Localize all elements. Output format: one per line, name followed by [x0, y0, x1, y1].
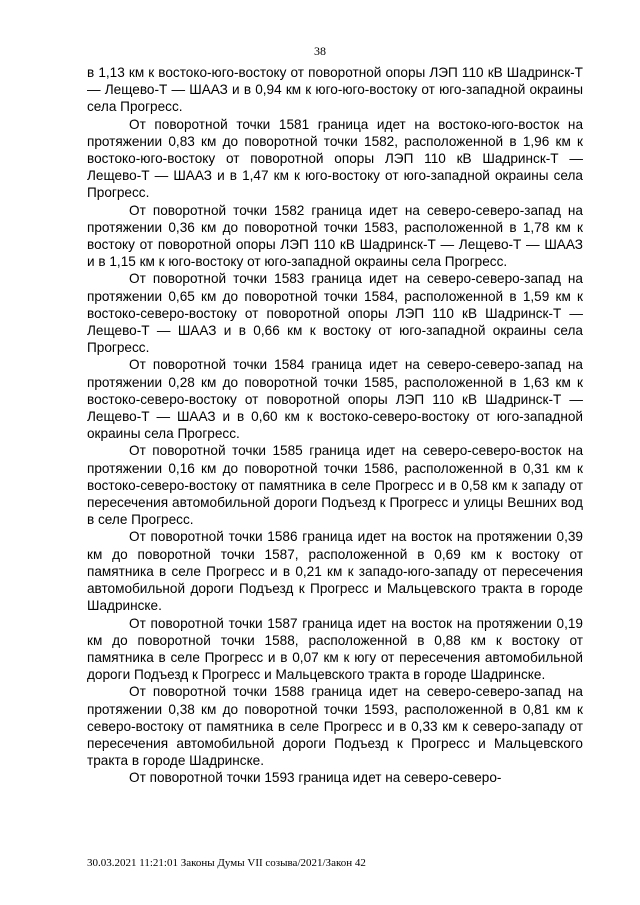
- paragraph-point-1588: От поворотной точки 1588 граница идет на северо-северо-запад на протяжении 0,38 км до поворотной точки 1593, расположенной в 0,81 км к северо-востоку от памятника в селе Прогресс и в 0,33 км к северо-западу от пересечения автомобильной дороги Подъезд к Прогресс и Мальцевского тракта в городе Шадринске.: [87, 684, 583, 769]
- paragraph-continuation: в 1,13 км к востоко-юго-востоку от поворотной опоры ЛЭП 110 кВ Шадринск-Т — Лещево-Т — ШААЗ и в 0,94 км к юго-юго-востоку от юго-западной окраины села Прогресс.: [87, 65, 583, 115]
- paragraph-point-1587: От поворотной точки 1587 граница идет на восток на протяжении 0,19 км до поворотной точки 1588, расположенной в 0,88 км к востоку от памятника в селе Прогресс и в 0,07 км к югу от пересечения автомобильной дороги Подъезд к Прогресс и Мальцевского тракта в городе Шадринске.: [87, 615, 583, 683]
- paragraph-point-1581: От поворотной точки 1581 граница идет на востоко-юго-восток на протяжении 0,83 км до поворотной точки 1582, расположенной в 1,96 км к востоко-юго-востоку от поворотной опоры ЛЭП 110 кВ Шадринск-Т — Лещево-Т — ШААЗ и в 1,47 км к юго-востоку от юго-западной окраины села Прогресс.: [87, 116, 583, 201]
- page-number: 38: [314, 44, 326, 58]
- paragraph-point-1586: От поворотной точки 1586 граница идет на восток на протяжении 0,39 км до поворотной точки 1587, расположенной в 0,69 км к востоку от памятника в селе Прогресс и в 0,21 км к западо-юго-западу от пересечения автомобильной дороги Подъезд к Прогресс и Мальцевского тракта в городе Шадринске.: [87, 529, 583, 614]
- paragraph-point-1582: От поворотной точки 1582 граница идет на северо-северо-запад на протяжении 0,36 км до поворотной точки 1583, расположенной в 1,78 км к востоку от поворотной опоры ЛЭП 110 кВ Шадринск-Т — Лещево-Т — ШААЗ и в 1,15 км к юго-востоку от юго-западной окраины села Прогресс.: [87, 202, 583, 270]
- paragraph-point-1584: От поворотной точки 1584 граница идет на северо-северо-запад на протяжении 0,28 км до поворотной точки 1585, расположенной в 1,63 км к востоко-северо-востоку от поворотной опоры ЛЭП 110 кВ Шадринск-Т — Лещево-Т — ШААЗ и в 0,60 км к востоко-северо-востоку от юго-западной окраины села Прогресс.: [87, 357, 583, 442]
- paragraph-point-1583: От поворотной точки 1583 граница идет на северо-северо-запад на протяжении 0,65 км до поворотной точки 1584, расположенной в 1,59 км к востоко-северо-востоку от поворотной опоры ЛЭП 110 кВ Шадринск-Т — Лещево-Т — ШААЗ и в 0,66 км к востоку от юго-западной окраины села Прогресс.: [87, 271, 583, 356]
- paragraph-point-1585: От поворотной точки 1585 граница идет на северо-северо-восток на протяжении 0,16 км до поворотной точки 1586, расположенной в 0,31 км к востоко-северо-востоку от памятника в селе Прогресс и в 0,58 км к западу от пересечения автомобильной дороги Подъезд к Прогресс и улицы Вешних вод в селе Прогресс.: [87, 443, 583, 528]
- document-body: [87, 64, 583, 787]
- paragraph-point-1593: От поворотной точки 1593 граница идет на северо-северо-: [129, 770, 502, 786]
- footer-stamp: 30.03.2021 11:21:01 Законы Думы VII созыва/2021/Закон 42: [87, 857, 366, 869]
